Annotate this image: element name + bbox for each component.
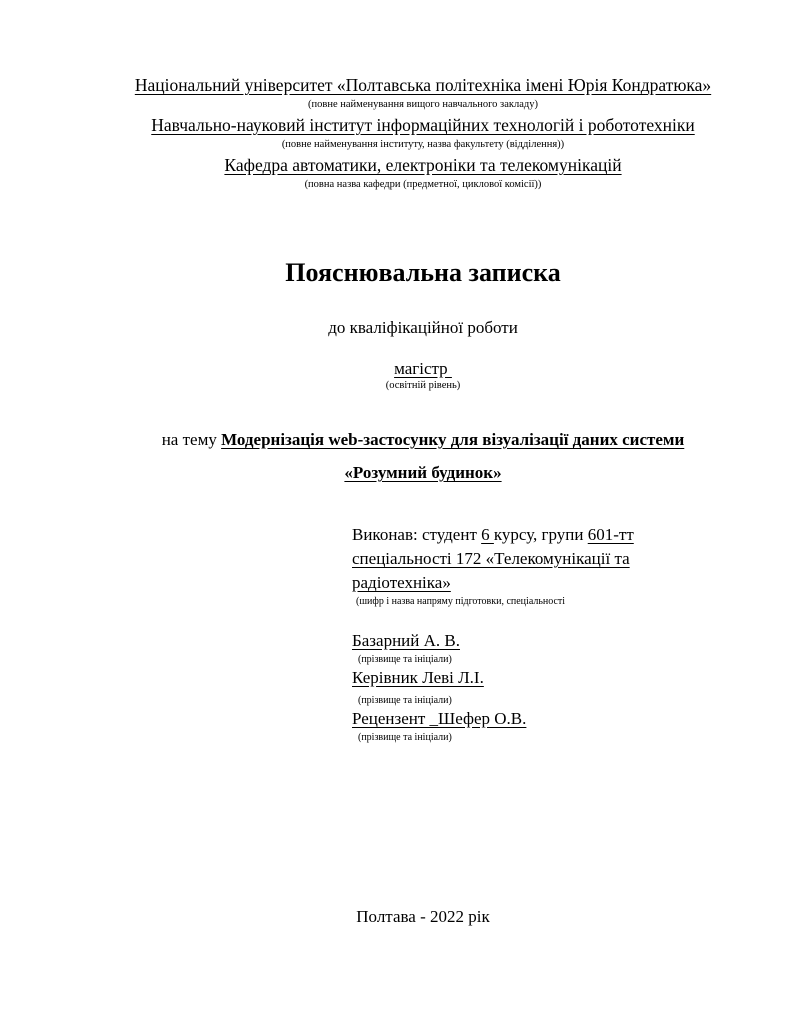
- student-name-line: Базарний А. В.: [352, 631, 460, 650]
- reviewer-caption: (прізвище та ініціали): [358, 732, 452, 743]
- performed-by-label: Виконав: студент: [352, 525, 482, 544]
- specialty-line-2: радіотехніка»: [352, 573, 451, 592]
- city-year-line: Полтава - 2022 рік: [356, 907, 490, 926]
- topic-title-part-2: «Розумний будинок»: [344, 463, 502, 482]
- institute-caption: (повне найменування інституту, назва факультету (відділення)): [281, 139, 565, 150]
- degree-line: [94, 359, 752, 379]
- student-line-1: [352, 523, 704, 547]
- topic-block: [94, 423, 752, 489]
- topic-prefix: на тему: [161, 430, 222, 449]
- group-label: курсу, групи: [493, 525, 588, 544]
- supervisor-line: Керівник Леві Л.І.: [352, 668, 484, 687]
- group-number: 601-тт: [587, 525, 634, 544]
- degree-level: магістр: [394, 359, 452, 378]
- degree-caption: (освітній рівень): [385, 380, 461, 391]
- department-name: Кафедра автоматики, електроніки та телекомунікацій: [224, 155, 622, 175]
- department-caption: (повна назва кафедри (предметної, циклової комісії)): [304, 179, 542, 190]
- student-name-caption: (прізвище та ініціали): [358, 654, 452, 665]
- signatures-block: [352, 630, 704, 745]
- student-block: [352, 523, 704, 609]
- topic-line-1: [94, 423, 752, 456]
- document-subtitle: до кваліфікаційної роботи: [328, 318, 518, 337]
- specialty-caption: (шифр і назва напряму підготовки, спеціальності: [356, 596, 566, 607]
- topic-title-part-1: Модернізація web-застосунку для візуалізації даних системи: [221, 430, 685, 449]
- university-caption: (повне найменування вищого навчального закладу): [308, 99, 538, 110]
- reviewer-line: Рецензент _Шефер О.В.: [352, 709, 527, 728]
- specialty-line-1: спеціальності 172 «Телекомунікації та: [352, 549, 630, 568]
- institute-name: Навчально-науковий інститут інформаційних технологій і робототехніки: [151, 115, 695, 135]
- course-number: 6: [481, 525, 494, 544]
- university-name: Національний університет «Полтавська політехніка імені Юрія Кондратюка»: [134, 75, 712, 95]
- topic-line-2: [94, 456, 752, 489]
- document-title: Пояснювальна записка: [285, 258, 561, 287]
- supervisor-caption: (прізвище та ініціали): [358, 695, 452, 706]
